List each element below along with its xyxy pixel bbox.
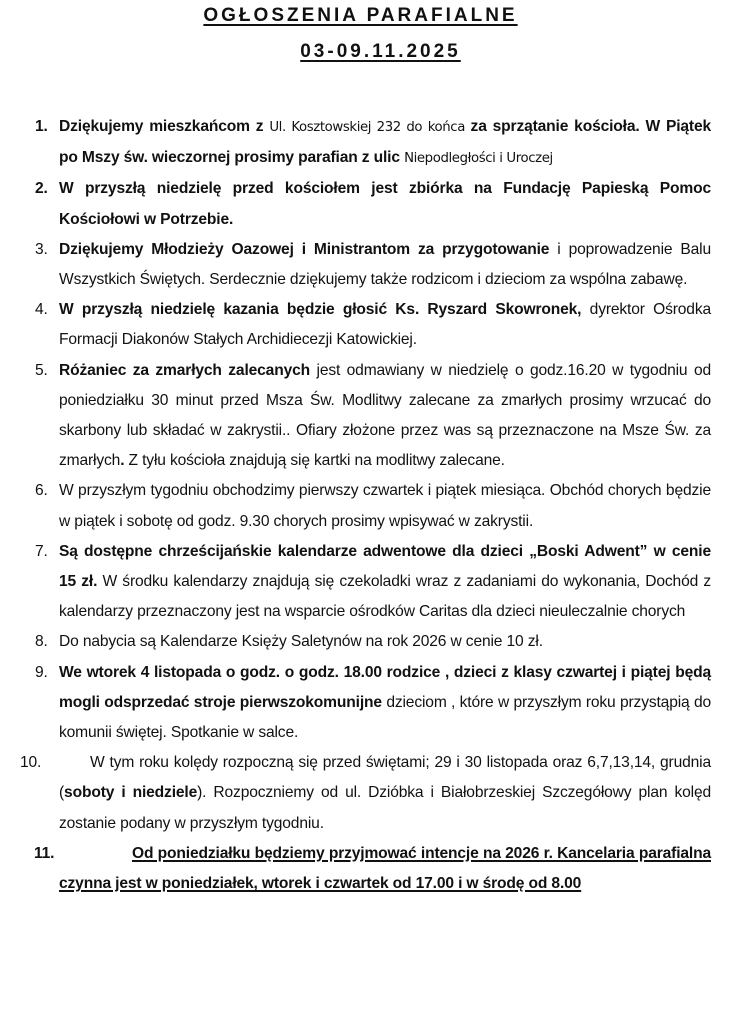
announcement-item: [0, 112, 733, 174]
announcement-item: [0, 235, 733, 295]
item-text-run: Są dostępne chrześcijańskie kalendarze adwentowe dla dzieci „Boski Adwent” w cenie 15 zł.: [59, 542, 711, 591]
item-number: 8.: [35, 633, 48, 651]
item-text-run: W przyszłym tygodniu obchodzimy pierwszy czwartek i piątek miesiąca. Obchód chorych będzie w piątek i sobotę od godz. 9.30 chorych prosimy wpisywać w zakrystii.: [59, 482, 711, 530]
announcement-item: [0, 295, 733, 355]
item-number: 1.: [35, 118, 48, 135]
item-text-run: Dziękujemy mieszkańcom z: [59, 118, 270, 135]
item-text-run: Dziękujemy Młodzieży Oazowej i Ministrantom za przygotowanie: [59, 240, 550, 258]
item-text-run: Ul. Kosztowskiej 232 do końca: [269, 120, 471, 135]
item-number: 9.: [35, 663, 48, 681]
item-text-run: We wtorek 4 listopada o godz. o godz. 18.00 rodzice , dzieci z klasy czwartej i piątej będą mogli odsprzedać stroje pierwszokomunijne: [59, 663, 711, 711]
announcement-item: [0, 658, 733, 749]
item-text-run: jest odmawiany w niedzielę o godz.16.20 w tygodniu od poniedziałku 30 minut przed Msza Św. Modlitwy zalecane za zmarłych prosimy wrzucać do skarbony lub składać w zakrystii.. Ofiary złożone przez was są przeznaczone na Msze Św. za zmarłych: [59, 361, 711, 470]
announcement-item: [0, 356, 733, 477]
item-text-run: Od poniedziałku będziemy przyjmować intencje na 2026 r. Kancelaria parafialna czynna jest w poniedziałek, wtorek i czwartek od 17.00 i w środę od 8.00: [59, 844, 711, 893]
announcement-item: [0, 174, 733, 234]
item-number: 7.: [35, 542, 48, 560]
item-text-run: W przyszłą niedzielę kazania będzie głosić Ks. Ryszard Skowronek,: [59, 301, 582, 319]
item-text-run: Z tyłu kościoła znajdują się kartki na modlitwy zalecane.: [124, 452, 505, 470]
announcement-item: [0, 748, 733, 839]
item-text-run: Do nabycia są Kalendarze Księży Saletynów na rok 2026 w cenie 10 zł.: [59, 633, 543, 651]
page-title: OGŁOSZENIA PARAFIALNE: [203, 5, 518, 26]
item-text-run: za sprzątanie kościoła. W Piątek po Mszy św. wieczornej prosimy parafian z ulic: [59, 118, 712, 167]
item-text-run: W środku kalendarzy znajdują się czekoladki wraz z zadaniami do wykonania, Dochód z kalendarzy przeznaczony jest na wsparcie ośrodków Caritas dla dzieci nieuleczalnie chorych: [59, 573, 711, 621]
announcements-list: [0, 112, 733, 899]
announcement-item: [0, 537, 733, 628]
item-text-run: dzieciom , które w przyszłym roku przystąpią do komunii świętej. Spotkanie w salce.: [59, 693, 711, 742]
item-text-run: i poprowadzenie Balu Wszystkich Świętych. Serdecznie dziękujemy także rodzicom i dzieciom za wspólna zabawę.: [59, 240, 711, 289]
announcement-item: [0, 476, 733, 536]
item-text-run: W przyszłą niedzielę przed kościołem jest zbiórka na Fundację Papieską Pomoc Kościołowi w Potrzebie.: [59, 180, 711, 228]
item-text-run: Niepodległości i Uroczej: [404, 151, 553, 167]
date-range: 03-09.11.2025: [300, 41, 461, 62]
item-number: 6.: [35, 482, 48, 500]
item-number: 5.: [35, 361, 48, 379]
item-text-run: dyrektor Ośrodka Formacji Diakonów Stałych Archidiecezji Katowickiej.: [59, 301, 711, 349]
announcement-item: [0, 627, 733, 657]
item-number: 10.: [20, 754, 42, 772]
item-number: 11.: [34, 844, 55, 862]
item-text-run: .: [120, 452, 125, 470]
item-number: 3.: [35, 240, 48, 258]
item-text-run: ). Rozpoczniemy od ul. Dzióbka i Białobrzeskiej Szczegółowy plan kolęd zostanie podany w przyszłym tygodniu.: [59, 784, 711, 832]
announcement-item: [0, 839, 733, 899]
item-text-run: soboty i niedziele: [64, 784, 198, 802]
item-text-run: Różaniec za zmarłych zalecanych: [59, 361, 311, 379]
item-text-run: W tym roku kolędy rozpoczną się przed świętami; 29 i 30 listopada oraz 6,7,13,14, grudnia (: [59, 754, 711, 802]
item-number: 4.: [35, 301, 48, 319]
item-number: 2.: [35, 180, 48, 198]
